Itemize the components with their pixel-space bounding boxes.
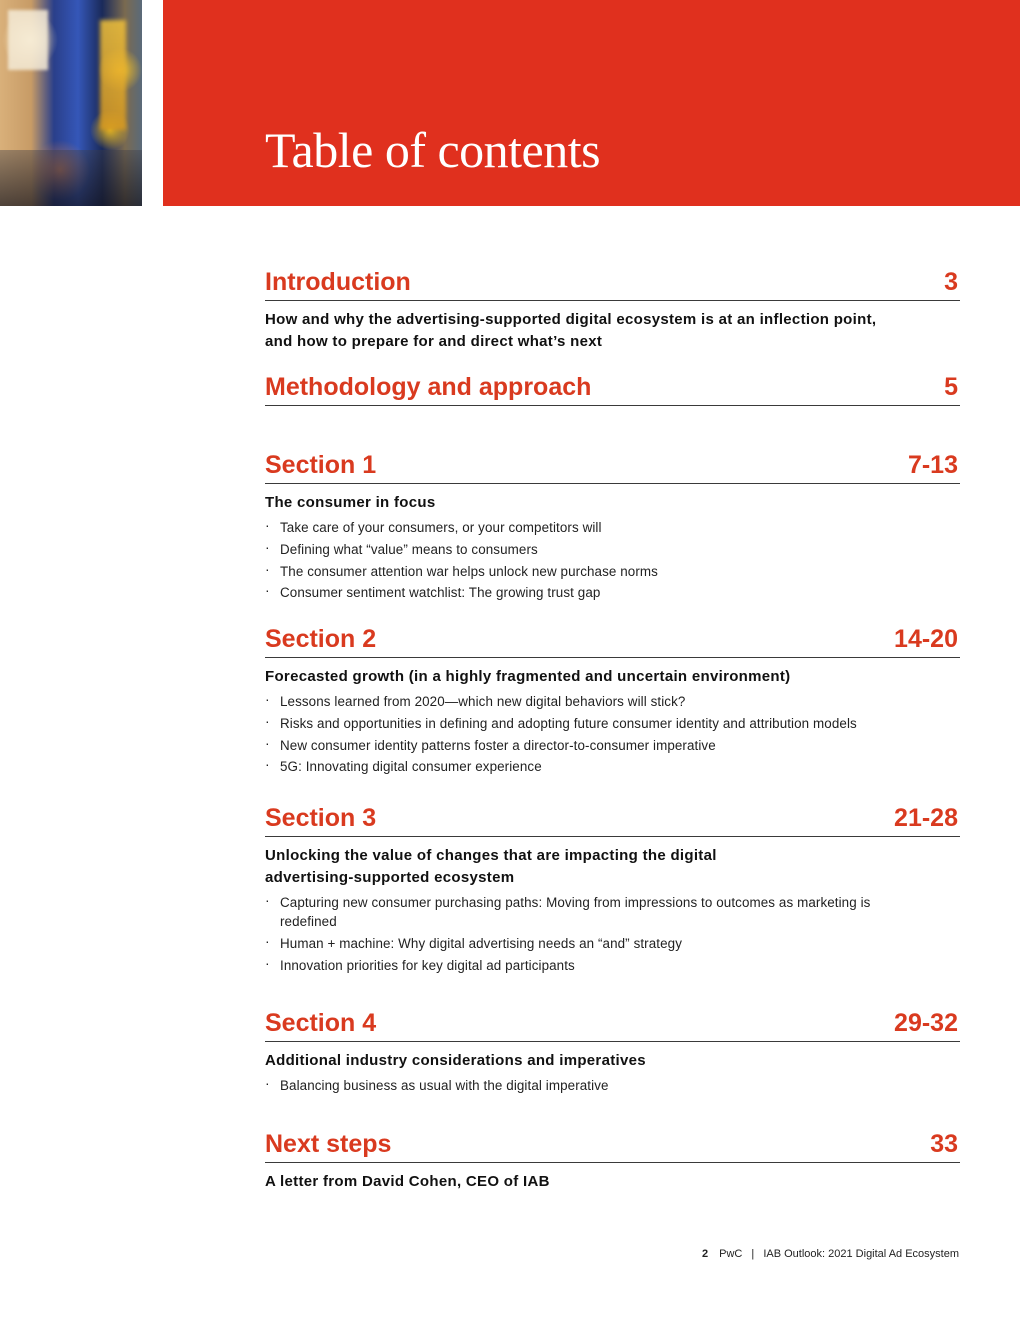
photo-street-shade: [0, 150, 142, 206]
toc-entry-header: [265, 1128, 960, 1163]
toc-entry-header: [265, 266, 960, 301]
toc-entry-page[interactable]: 29-32: [894, 1009, 958, 1037]
toc-entry-subtitle: How and why the advertising-supported digital ecosystem is at an inflection point, and how to prepare for and direct what’s next: [265, 311, 877, 350]
footer-separator: |: [751, 1248, 755, 1260]
toc-bullet-list: [265, 1076, 960, 1095]
toc-entry-title[interactable]: Introduction: [265, 268, 411, 296]
toc-entry-title[interactable]: Section 3: [265, 804, 377, 832]
toc-bullet-item: · Take care of your consumers, or your competitors will: [265, 518, 960, 537]
toc-entry-section-2: [265, 623, 960, 779]
toc-entry-header: [265, 623, 960, 658]
toc-entry-section-4: [265, 1007, 960, 1098]
footer-page-number: 2: [701, 1248, 709, 1260]
toc-bullet-list: [265, 518, 960, 602]
toc-bullet-item: · Human + machine: Why digital advertising needs an “and” strategy: [265, 934, 915, 953]
toc-entry-section-3: [265, 802, 960, 977]
toc-bullet-list: [265, 893, 915, 975]
toc-entry-page[interactable]: 3: [944, 268, 958, 296]
footer-publication: IAB Outlook: 2021 Digital Ad Ecosystem: [763, 1248, 959, 1260]
toc-entry-page[interactable]: 33: [930, 1130, 958, 1158]
toc-entry-title[interactable]: Section 1: [265, 451, 377, 479]
toc-bullet-item: · Defining what “value” means to consumers: [265, 540, 960, 559]
toc-entry-title[interactable]: Section 2: [265, 625, 377, 653]
toc-bullet-item: · Innovation priorities for key digital ad participants: [265, 956, 915, 975]
toc-entry-title[interactable]: Methodology and approach: [265, 373, 592, 401]
toc-entry-page[interactable]: 7-13: [907, 451, 958, 479]
toc-entry-subtitle: Unlocking the value of changes that are impacting the digital advertising-supported ecosystem: [265, 847, 717, 886]
toc-entry-header: [265, 802, 960, 837]
toc-entry-page[interactable]: 21-28: [894, 804, 958, 832]
toc-entry-title[interactable]: Next steps: [265, 1130, 392, 1158]
toc-entry-subtitle: A letter from David Cohen, CEO of IAB: [265, 1173, 550, 1190]
toc-bullet-item: · Balancing business as usual with the digital imperative: [265, 1076, 960, 1095]
toc-bullet-item: · Consumer sentiment watchlist: The growing trust gap: [265, 583, 960, 602]
footer-brand: PwC: [719, 1248, 743, 1260]
toc-entry-section-1: [265, 449, 960, 605]
toc-bullet-item: · The consumer attention war helps unlock new purchase norms: [265, 562, 960, 581]
title-banner: [163, 0, 1020, 206]
toc-entry-header: [265, 449, 960, 484]
toc-entry-introduction: [265, 266, 960, 353]
toc-entry-title[interactable]: Section 4: [265, 1009, 377, 1037]
photo-sign-blur: [8, 10, 48, 70]
page-title: Table of contents: [265, 122, 601, 178]
toc-entry-methodology: [265, 371, 960, 406]
toc-bullet-item: · Lessons learned from 2020—which new digital behaviors will stick?: [265, 692, 960, 711]
photo-neon-sign: [100, 20, 126, 130]
toc-entry-next-steps: [265, 1128, 960, 1193]
toc-entry-subtitle: Forecasted growth (in a highly fragmented and uncertain environment): [265, 668, 791, 685]
page-footer: [702, 1248, 959, 1260]
toc-entry-header: [265, 371, 960, 406]
toc-bullet-item: · Capturing new consumer purchasing paths: Moving from impressions to outcomes as marketing is redefined: [265, 893, 915, 931]
toc-entry-header: [265, 1007, 960, 1042]
toc-bullet-item: · New consumer identity patterns foster a director-to-consumer imperative: [265, 736, 960, 755]
toc-bullet-item: · 5G: Innovating digital consumer experience: [265, 757, 960, 776]
toc-entry-page[interactable]: 14-20: [894, 625, 958, 653]
toc-bullet-item: · Risks and opportunities in defining and adopting future consumer identity and attribution models: [265, 714, 960, 733]
toc-entry-page[interactable]: 5: [944, 373, 958, 401]
toc-entry-subtitle: Additional industry considerations and imperatives: [265, 1052, 646, 1069]
toc-bullet-list: [265, 692, 960, 776]
toc-entry-subtitle: The consumer in focus: [265, 494, 436, 511]
cover-photo: [0, 0, 142, 206]
